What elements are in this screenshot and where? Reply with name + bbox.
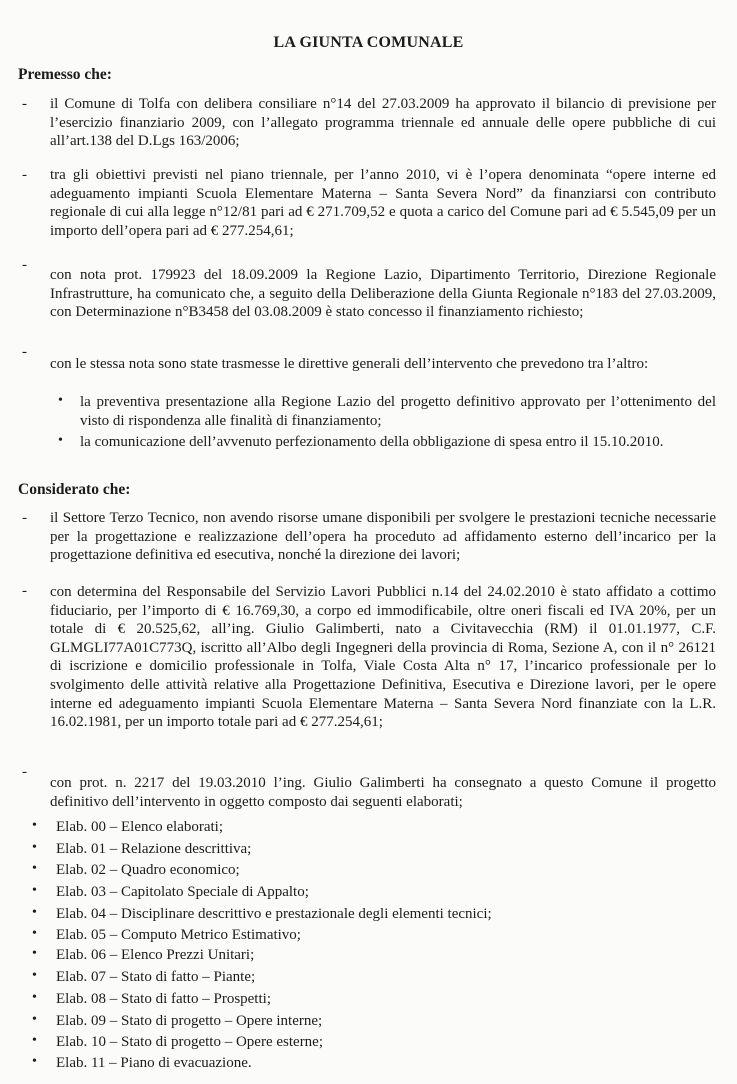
considerato-item-3: con prot. n. 2217 del 19.03.2010 l’ing. Giulio Galimberti ha consegnato a questo Comune il progetto definitivo dell’intervento in oggetto composto dai seguenti elaborati;: [50, 775, 716, 810]
dash-marker: -: [22, 764, 27, 780]
elaborato-item: Elab. 09 – Stato di progetto – Opere interne;: [56, 1013, 323, 1029]
elaborato-item: Elab. 02 – Quadro economico;: [56, 862, 240, 878]
dash-marker: -: [22, 257, 27, 273]
considerato-item-2: con determina del Responsabile del Servizio Lavori Pubblici n.14 del 24.02.2010 è stato affidato a cottimo fiduciario, per l’importo di € 16.769,30, a corpo ed immodificabile, oltre oneri fiscali ed IVA 20%, per un totale di € 20.525,62, all’ing. Giulio Galimberti, nato a Civitavecchia (RM) il 01.01.1977, C.F. GLMGLI77A01C773Q, iscritto all’Albo degli Ingegneri della provincia di Roma, Sezione A, con il n° 26121 di iscrizione e domicilio professionale in Tolfa, Viale Costa Alta n° 17, l’incarico professionale per lo svolgimento delle attività relative alla Progettazione Definitiva, Esecutiva e Direzione lavori, per le opere interne ed adeguamento impianti Scuola Elementare Materna – Santa Severa Nord finanziate con la L.R. 16.02.1981, per un importo totale pari ad € 277.254,61;: [50, 584, 716, 731]
elaborato-item: Elab. 01 – Relazione descrittiva;: [56, 841, 252, 857]
bullet-marker: •: [32, 968, 37, 983]
bullet-marker: •: [32, 883, 37, 898]
premesso-item-1: il Comune di Tolfa con delibera consiliare n°14 del 27.03.2009 ha approvato il bilancio di previsione per l’esercizio finanziario 2009, con l’allegato programma triennale ed annuale delle opere pubbliche di cui all’art.138 del D.Lgs 163/2006;: [50, 96, 716, 150]
elaborato-item: Elab. 11 – Piano di evacuazione.: [56, 1055, 252, 1071]
considerato-item-1: il Settore Terzo Tecnico, non avendo risorse umane disponibili per svolgere le prestazioni tecniche necessarie per la progettazione e realizzazione dell’opera ha proceduto ad affidamento esterno dell’incarico per la progettazione definitiva ed esecutiva, nonché la direzione dei lavori;: [50, 510, 716, 564]
elaborato-item: Elab. 05 – Computo Metrico Estimativo;: [56, 927, 301, 943]
document-title: LA GIUNTA COMUNALE: [273, 34, 464, 51]
elaborato-item: Elab. 10 – Stato di progetto – Opere esterne;: [56, 1034, 324, 1050]
premesso-item-3: con nota prot. 179923 del 18.09.2009 la Regione Lazio, Dipartimento Territorio, Direzione Regionale Infrastrutture, ha comunicato che, a seguito della Deliberazione della Giunta Regionale n°183 del 27.03.2009, con Determinazione n°B3458 del 03.08.2009 è stato concesso il finanziamento richiesto;: [50, 267, 716, 321]
bullet-marker: •: [32, 926, 37, 941]
premesso-item-4: con le stessa nota sono state trasmesse le direttive generali dell’intervento che prevedono tra l’altro:: [50, 356, 649, 372]
elaborato-item: Elab. 06 – Elenco Prezzi Unitari;: [56, 947, 255, 963]
dash-marker: -: [22, 167, 27, 183]
bullet-marker: •: [32, 1033, 37, 1048]
bullet-marker: •: [32, 818, 37, 833]
bullet-marker: •: [32, 990, 37, 1005]
elaborato-item: Elab. 07 – Stato di fatto – Piante;: [56, 969, 256, 985]
heading-considerato: Considerato che:: [18, 481, 131, 498]
bullet-marker: •: [32, 905, 37, 920]
bullet-marker: •: [58, 393, 63, 408]
bullet-marker: •: [58, 433, 63, 448]
elaborato-item: Elab. 04 – Disciplinare descrittivo e prestazionale degli elementi tecnici;: [56, 906, 492, 922]
elaborato-item: Elab. 08 – Stato di fatto – Prospetti;: [56, 991, 271, 1007]
bullet-marker: •: [32, 840, 37, 855]
elaborato-item: Elab. 03 – Capitolato Speciale di Appalto;: [56, 884, 309, 900]
premesso-subitem-2: la comunicazione dell’avvenuto perfezionamento della obbligazione di spesa entro il 15.10.2010.: [80, 434, 664, 450]
bullet-marker: •: [32, 946, 37, 961]
dash-marker: -: [22, 510, 27, 526]
premesso-subitem-1: la preventiva presentazione alla Regione Lazio del progetto definitivo approvato per l’ottenimento del visto di rispondenza alle finalità di finanziamento;: [80, 394, 716, 429]
dash-marker: -: [22, 96, 27, 112]
dash-marker: -: [22, 344, 27, 360]
bullet-marker: •: [32, 861, 37, 876]
bullet-marker: •: [32, 1012, 37, 1027]
heading-premesso: Premesso che:: [18, 66, 112, 83]
premesso-item-2: tra gli obiettivi previsti nel piano triennale, per l’anno 2010, vi è l’opera denominata “opere interne ed adeguamento impianti Scuola Elementare Materna – Santa Severa Nord” da finanziarsi con contributo regionale di cui alla legge n°12/81 pari ad € 271.709,52 e quota a carico del Comune pari ad € 5.545,09 per un importo dell’opera pari ad € 277.254,61;: [50, 167, 716, 239]
dash-marker: -: [22, 583, 27, 599]
bullet-marker: •: [32, 1054, 37, 1069]
elaborato-item: Elab. 00 – Elenco elaborati;: [56, 819, 224, 835]
